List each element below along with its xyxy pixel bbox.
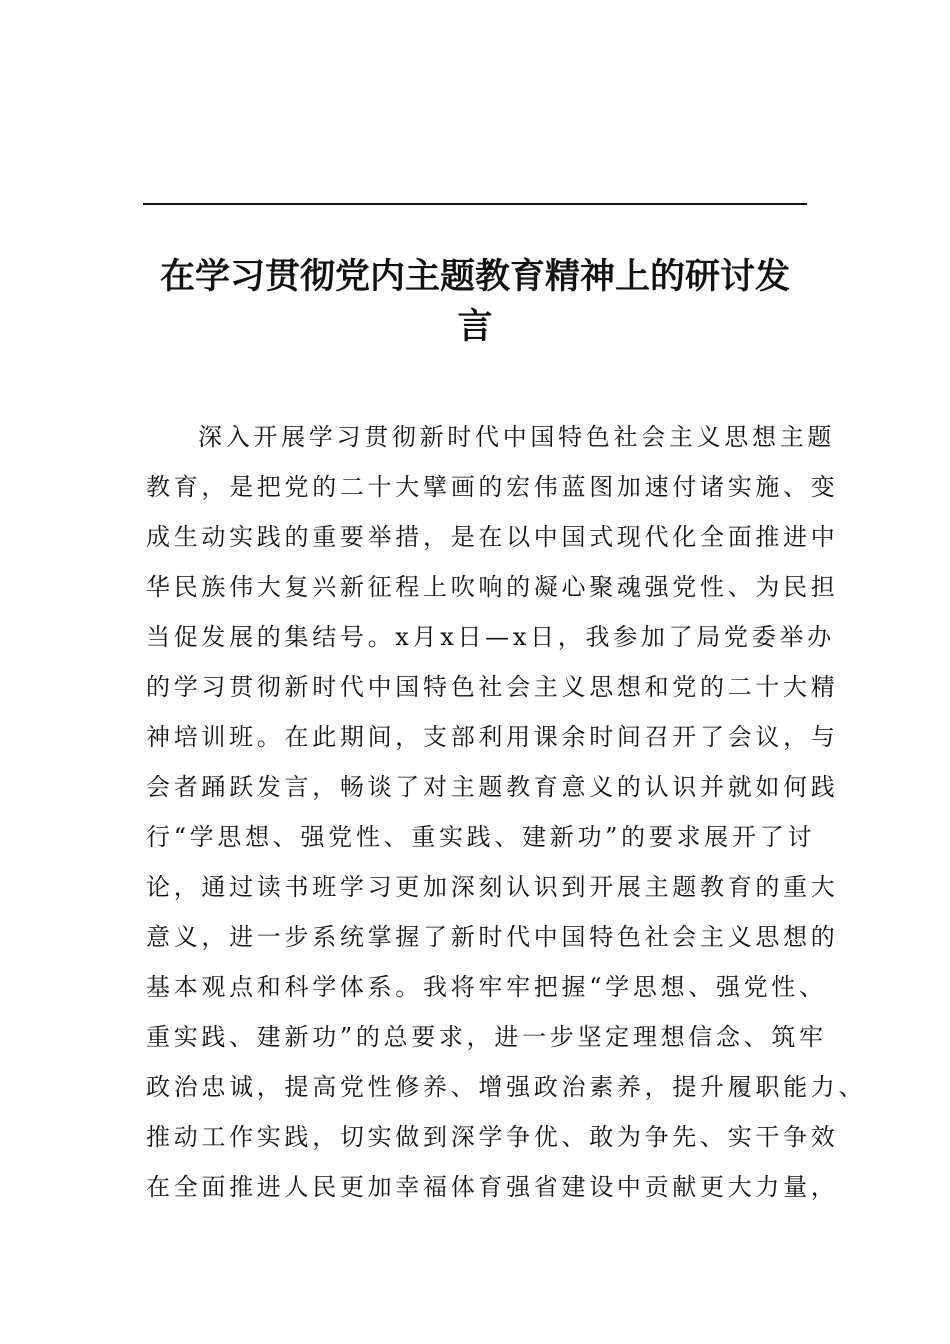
body-line: 会者踊跃发言，畅谈了对主题教育意义的认识并就如何践 xyxy=(146,773,839,801)
title-line: 言 xyxy=(457,306,493,347)
body-line: 教育，是把党的二十大擘画的宏伟蓝图加速付诸实施、变 xyxy=(146,473,839,501)
body-line: 意义，进一步系统掌握了新时代中国特色社会主义思想的 xyxy=(146,923,839,951)
body-line: 神培训班。在此期间，支部利用课余时间召开了会议，与 xyxy=(146,723,839,751)
body-paragraph xyxy=(146,412,867,1212)
body-line: 的学习贯彻新时代中国特色社会主义思想和党的二十大精 xyxy=(146,673,839,701)
title-line: 在学习贯彻党内主题教育精神上的研讨发 xyxy=(159,256,790,297)
body-line: 论，通过读书班学习更加深刻认识到开展主题教育的重大 xyxy=(146,873,839,901)
body-line: 重实践、建新功”的总要求，进一步坚定理想信念、筑牢 xyxy=(146,1023,827,1051)
body-line: 行“学思想、强党性、重实践、建新功”的要求展开了讨 xyxy=(146,823,816,851)
body-line: 在全面推进人民更加幸福体育强省建设中贡献更大力量， xyxy=(146,1173,839,1201)
body-line: 华民族伟大复兴新征程上吹响的凝心聚魂强党性、为民担 xyxy=(146,573,839,601)
page-title xyxy=(143,252,807,352)
header-rule xyxy=(143,203,807,205)
body-line: 成生动实践的重要举措，是在以中国式现代化全面推进中 xyxy=(146,523,839,551)
body-line: 深入开展学习贯彻新时代中国特色社会主义思想主题 xyxy=(198,423,836,451)
body-line: 当促发展的集结号。x月x日—x日，我参加了局党委举办 xyxy=(146,623,835,651)
body-line: 基本观点和科学体系。我将牢牢把握“学思想、强党性、 xyxy=(146,973,827,1001)
body-line: 推动工作实践，切实做到深学争优、敢为争先、实干争效 xyxy=(146,1123,839,1151)
body-line: 政治忠诚，提高党性修养、增强政治素养，提升履职能力、 xyxy=(146,1073,867,1101)
